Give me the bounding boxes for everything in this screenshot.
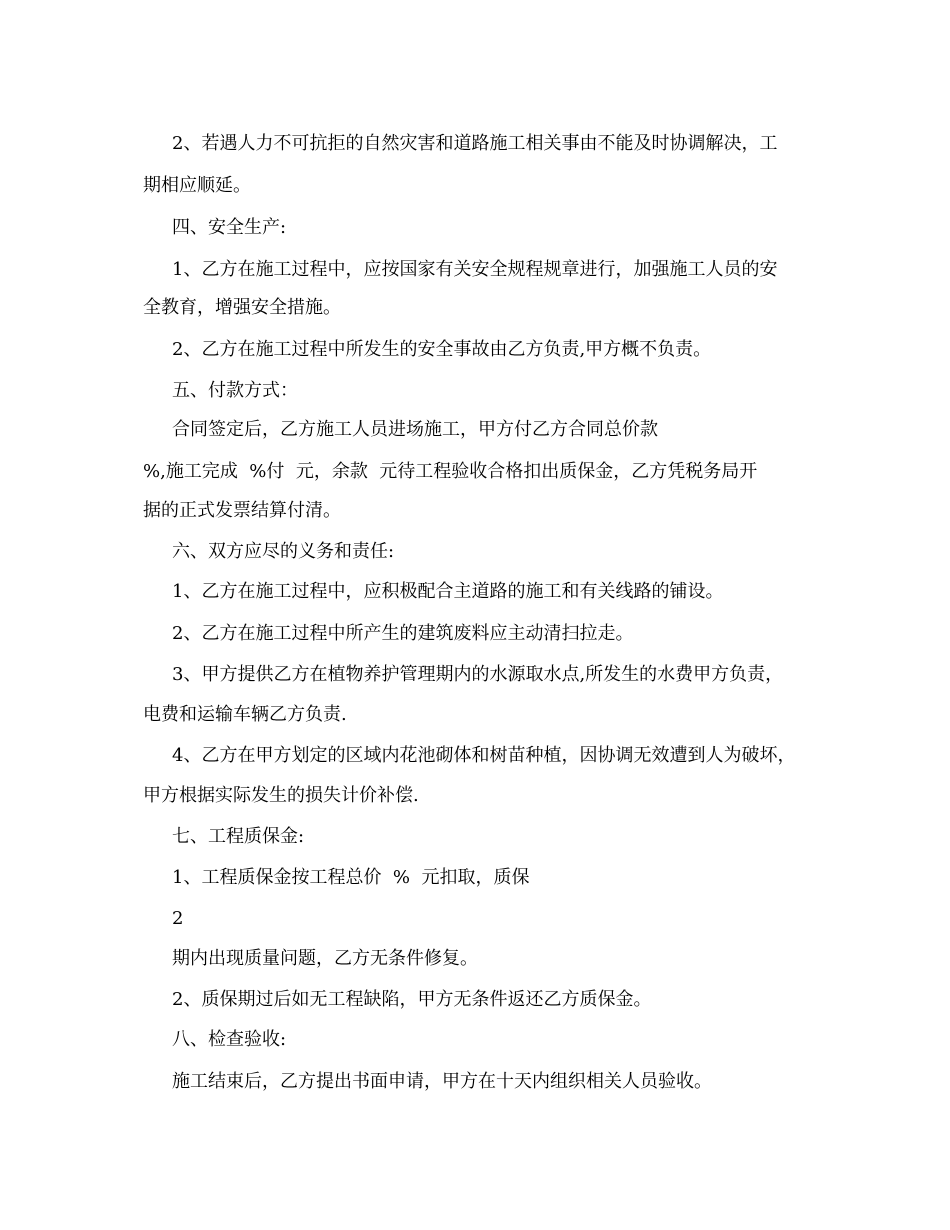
section-5-text-end: 据的正式发票结算付清。 — [143, 500, 341, 521]
clause-2-force-majeure-cont: 期相应顺延。 — [143, 175, 251, 196]
section-7-item-2: 2、质保期过后如无工程缺陷，甲方无条件返还乙方质保金。 — [172, 989, 652, 1010]
section-6-item-2: 2、乙方在施工过程中所产生的建筑废料应主动清扫拉走。 — [172, 623, 634, 644]
section-7-heading: 七、工程质保金: — [172, 826, 305, 847]
section-5-text: 合同签定后，乙方施工人员进场施工，甲方付乙方合同总价款 — [172, 419, 658, 440]
section-6-heading: 六、双方应尽的义务和责任: — [172, 541, 395, 562]
section-5-heading: 五、付款方式： — [172, 380, 298, 401]
clause-2-force-majeure: 2、若遇人力不可抗拒的自然灾害和道路施工相关事由不能及时协调解决，工 — [172, 133, 778, 154]
section-7-item-1: 1、工程质保金按工程总价 % 元扣取，质保 — [172, 867, 530, 888]
section-6-item-4-cont: 甲方根据实际发生的损失计价补偿. — [143, 785, 419, 806]
section-8-text: 施工结束后，乙方提出书面申请，甲方在十天内组织相关人员验收。 — [172, 1071, 712, 1092]
section-4-heading: 四、安全生产: — [172, 217, 287, 238]
section-6-item-1: 1、乙方在施工过程中，应积极配合主道路的施工和有关线路的铺设。 — [172, 581, 724, 602]
section-4-item-2: 2、乙方在施工过程中所发生的安全事故由乙方负责,甲方概不负责。 — [172, 339, 712, 360]
section-4-item-1: 1、乙方在施工过程中，应按国家有关安全规程规章进行，加强施工人员的安 — [172, 259, 778, 280]
page-number: 2 — [172, 908, 184, 929]
section-4-item-1-cont: 全教育，增强安全措施。 — [143, 297, 341, 318]
section-6-item-3-cont: 电费和运输车辆乙方负责. — [143, 704, 347, 725]
section-8-heading: 八、检查验收: — [172, 1029, 287, 1050]
section-5-text-cont: %,施工完成 %付 元，余款 元待工程验收合格扣出质保金，乙方凭税务局开 — [143, 461, 758, 482]
section-7-item-1-cont: 期内出现质量问题，乙方无条件修复。 — [172, 948, 478, 969]
section-6-item-3: 3、甲方提供乙方在植物养护管理期内的水源取水点,所发生的水费甲方负责， — [172, 664, 784, 685]
section-6-item-4: 4、乙方在甲方划定的区域内花池砌体和树苗种植，因协调无效遭到人为破坏， — [172, 745, 796, 766]
